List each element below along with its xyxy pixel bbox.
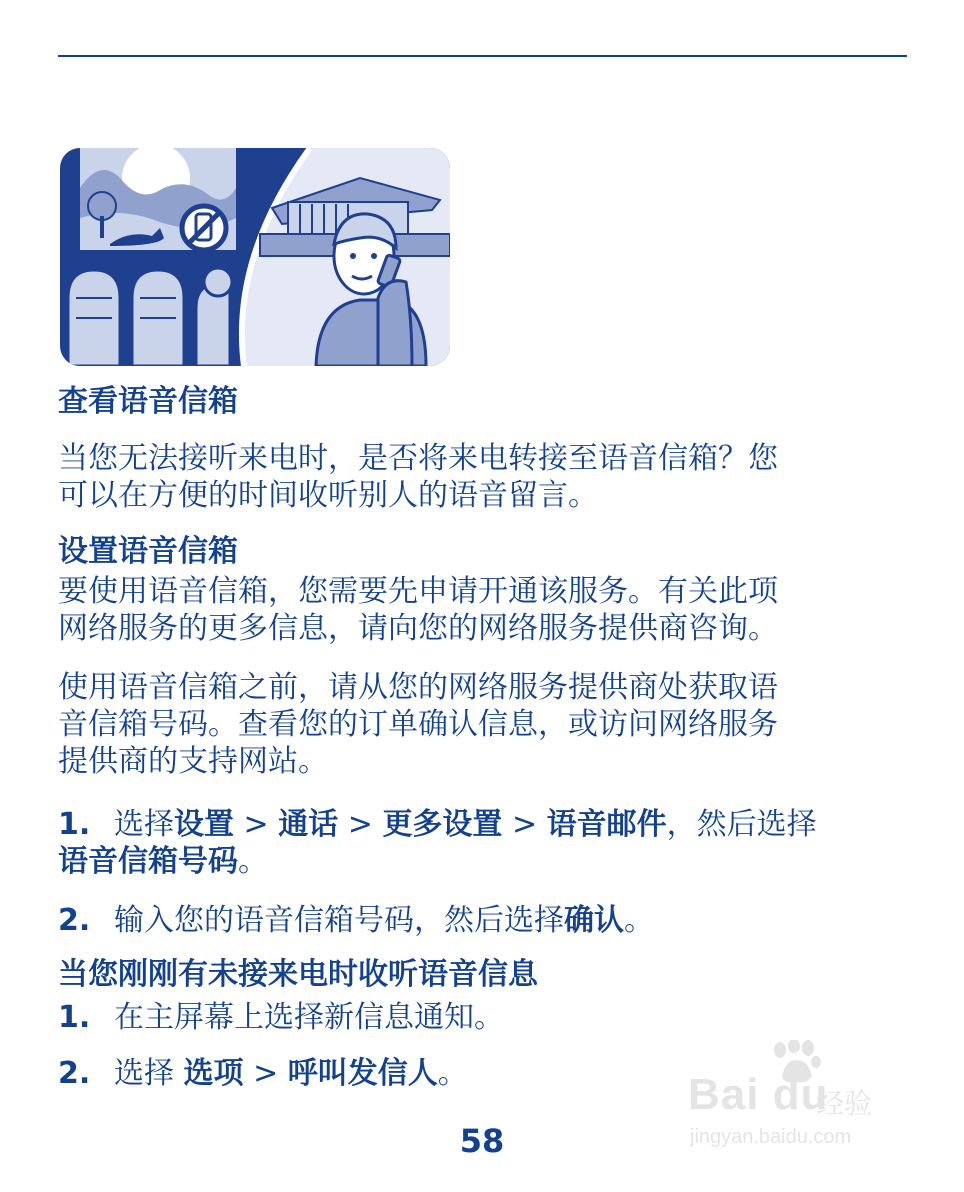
no-mobile-phone-icon [182, 206, 226, 250]
paragraph-setup-voicemail-2: 使用语音信箱之前，请从您的网络服务提供商处获取语 音信箱号码。查看您的订单确认信息，或访问网络服务 提供商的支持网站。 [58, 670, 778, 779]
menu-path-options: 选项 [183, 1056, 244, 1091]
step-number: 2. [58, 1056, 91, 1091]
section-heading-missed-call: 当您刚刚有未接来电时收听语音信息 [58, 957, 538, 992]
step-text: 输入您的语音信箱号码，然后选择 [114, 903, 564, 938]
setup-step-1 [58, 806, 918, 880]
path-separator: > [502, 807, 547, 842]
step-text: 选择 [114, 1056, 184, 1091]
step-number: 2. [58, 903, 91, 938]
missed-call-step-1 [58, 999, 918, 1036]
setup-step-2 [58, 902, 918, 939]
step-text: 。 [238, 844, 268, 879]
menu-path-call-sender: 呼叫发信人 [287, 1056, 438, 1091]
step-text: 。 [437, 1056, 468, 1091]
path-separator: > [234, 807, 279, 842]
voicemail-illustration [60, 148, 450, 366]
menu-path-voicemail-number: 语音信箱号码 [58, 844, 238, 879]
watermark-brand: Bai du [688, 1070, 829, 1119]
step-number: 1. [58, 807, 91, 842]
menu-path-calls: 通话 [278, 807, 339, 842]
watermark-sub: 经验 [816, 1087, 873, 1120]
paragraph-view-voicemail: 当您无法接听来电时，是否将来电转接至语音信箱？您 可以在方便的时间收听别人的语音留言。 [58, 441, 778, 513]
path-separator: > [243, 1056, 288, 1091]
section-heading-setup-voicemail: 设置语音信箱 [58, 534, 238, 569]
step-text: 在主屏幕上选择新信息通知。 [114, 1000, 504, 1035]
menu-path-settings: 设置 [174, 807, 234, 842]
top-rule [58, 55, 907, 57]
step-number: 1. [58, 1000, 91, 1035]
menu-path-confirm: 确认 [564, 903, 624, 938]
section-heading-view-voicemail: 查看语音信箱 [58, 384, 238, 419]
step-text: 。 [624, 903, 654, 938]
path-separator: > [338, 807, 383, 842]
paragraph-setup-voicemail-1: 要使用语音信箱，您需要先申请开通该服务。有关此项 网络服务的更多信息，请向您的网络服务提供商咨询。 [58, 574, 778, 646]
page-number: 58 [459, 1122, 505, 1160]
watermark-url: jingyan.baidu.com [690, 1126, 852, 1148]
menu-path-voicemail: 语音邮件 [546, 807, 667, 842]
step-text: 选择 [114, 807, 174, 842]
step-text: ，然后选择 [666, 807, 817, 842]
menu-path-more-settings: 更多设置 [382, 807, 503, 842]
